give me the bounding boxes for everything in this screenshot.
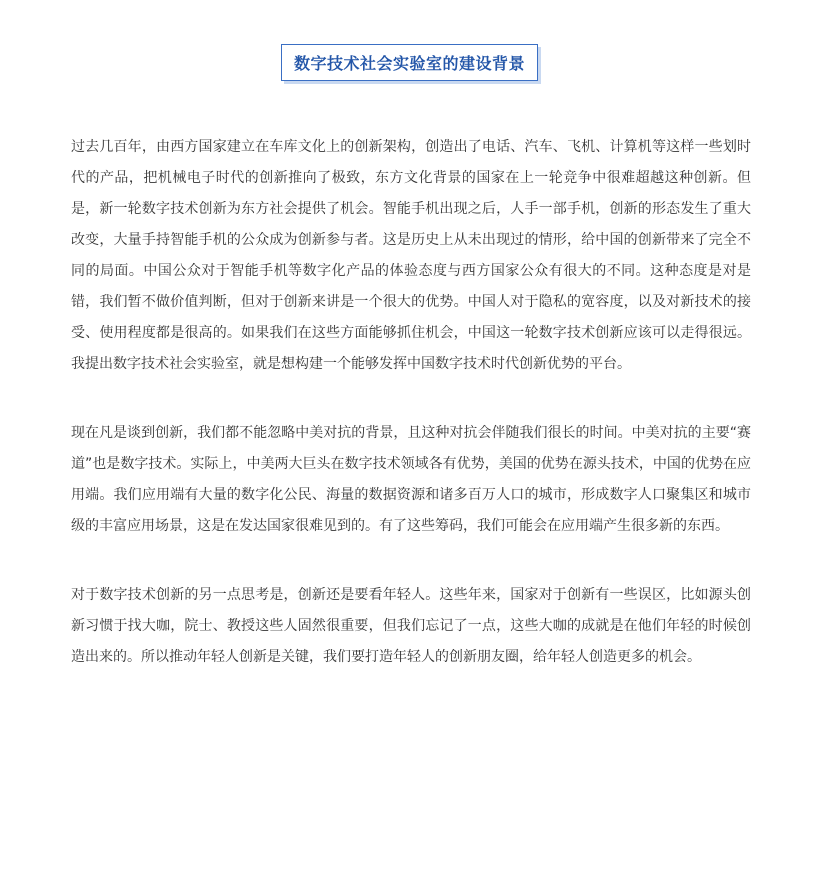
section-title: 数字技术社会实验室的建设背景 bbox=[281, 44, 538, 81]
paragraph-3: 对于数字技术创新的另一点思考是，创新还是要看年轻人。这些年来，国家对于创新有一些误区，比如源头创新习惯于找大咖，院士、教授这些人固然很重要，但我们忘记了一点，这些大咖的成就是在他们年轻的时候创造出来的。所以推动年轻人创新是关键，我们要打造年轻人的创新朋友圈，给年轻人创造更多的机会。 bbox=[71, 587, 751, 665]
article-body bbox=[71, 132, 751, 711]
title-wrapper bbox=[0, 44, 819, 81]
paragraph-1: 过去几百年，由西方国家建立在车库文化上的创新架构，创造出了电话、汽车、飞机、计算机等这样一些划时代的产品，把机械电子时代的创新推向了极致，东方文化背景的国家在上一轮竞争中很难超越这种创新。但是，新一轮数字技术创新为东方社会提供了机会。智能手机出现之后，人手一部手机，创新的形态发生了重大改变，大量手持智能手机的公众成为创新参与者。这是历史上从未出现过的情形，给中国的创新带来了完全不同的局面。中国公众对于智能手机等数字化产品的体验态度与西方国家公众有很大的不同。这种态度是对是错，我们暂不做价值判断，但对于创新来讲是一个很大的优势。中国人对于隐私的宽容度，以及对新技术的接受、使用程度都是很高的。如果我们在这些方面能够抓住机会，中国这一轮数字技术创新应该可以走得很远。我提出数字技术社会实验室，就是想构建一个能够发挥中国数字技术时代创新优势的平台。 bbox=[71, 139, 751, 372]
paragraph-2: 现在凡是谈到创新，我们都不能忽略中美对抗的背景，且这种对抗会伴随我们很长的时间。中美对抗的主要“赛道”也是数字技术。实际上，中美两大巨头在数字技术领域各有优势，美国的优势在源头技术，中国的优势在应用端。我们应用端有大量的数字化公民、海量的数据资源和诸多百万人口的城市，形成数字人口聚集区和城市级的丰富应用场景，这是在发达国家很难见到的。有了这些筹码，我们可能会在应用端产生很多新的东西。 bbox=[71, 425, 751, 534]
